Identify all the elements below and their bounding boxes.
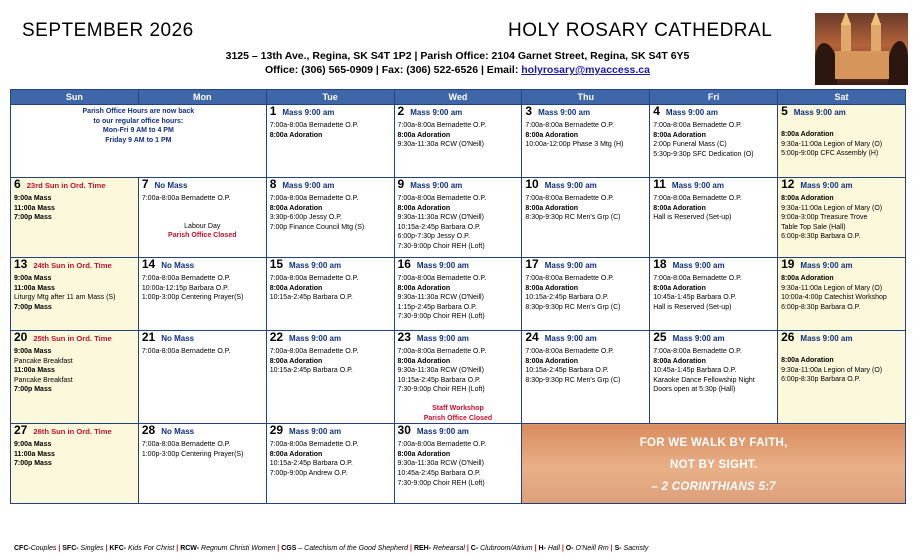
day-number: 17 [525,257,539,271]
scripture-line: FOR WE WALK BY FAITH, [639,437,788,450]
day-cell[interactable] [11,331,139,424]
event-line: 8:00a Adoration [397,131,451,139]
notice-line: to our regular office hours: [93,117,184,125]
event-line: 10:45a-1:45p Barbara O.P. [653,367,737,375]
day-number: 7 [141,177,149,191]
event-line: 7:00a-8:00a Bernadette O.P. [141,441,231,449]
event-line: 7:00a-8:00a Bernadette O.P. [269,275,359,282]
day-cell[interactable] [778,258,906,331]
day-header [525,177,646,192]
scripture-text [525,426,902,498]
day-cell[interactable] [266,105,394,178]
day-header [14,177,135,192]
day-header [269,257,391,272]
event-line: 7:00p Mass [14,214,52,222]
event-line: 6:00p-7:30p Jessy O.P. [397,233,470,241]
legend-desc: Couples [30,545,57,552]
week-row [11,424,906,504]
legend-desc: O'Neill Rm [573,545,609,552]
event-line [781,347,902,356]
mass-time: Mass 9:00 am [416,334,469,343]
sunday-title: 25th Sun in Ord. Time [33,334,112,343]
day-cell[interactable] [266,178,394,258]
day-number: 30 [397,423,411,438]
sunday-title: 24th Sun in Ord. Time [33,261,112,270]
day-number: 12 [781,177,795,191]
mass-time: Mass 9:00 am [538,108,591,117]
event-line: 9:00a Mass [14,275,52,282]
month-title: SEPTEMBER 2026 [22,20,194,41]
mass-time: Mass 9:00 am [289,334,342,343]
day-number: 26 [781,330,795,344]
event-line: Staff Workshop [432,404,484,412]
day-header [397,423,519,438]
event-line: 7:00a-8:00a Bernadette O.P. [397,195,487,202]
day-header [14,257,135,272]
day-header [653,330,774,345]
day-cell[interactable] [522,258,650,331]
day-header [525,104,646,119]
event-line: Doors open at 5:30p (Hall) [653,386,736,394]
event-line: Parish Office Closed [423,414,493,422]
event-line: 8:00a Adoration [269,131,323,139]
event-line: 7:00a-8:00a Bernadette O.P. [269,195,359,202]
event-line: 7:30-9:00p Choir REH (Loft) [397,242,485,250]
scripture-banner [522,424,906,504]
event-line: 2:00p Funeral Mass (C) [653,141,727,149]
day-number: 19 [781,257,795,271]
event-line: 7:00a-8:00a Bernadette O.P. [525,275,614,282]
mass-time: Mass 9:00 am [416,427,469,437]
event-line: 8:00a Adoration [653,131,706,139]
event-line: 7:00a-8:00a Bernadette O.P. [653,348,742,355]
mass-time: Mass 9:00 am [282,108,335,117]
mass-time: Mass 9:00 am [672,261,725,270]
event-line: 1:00p-3:00p Centering Prayer(S) [141,294,244,302]
event-line: 5:30p-9:30p SFC Dedication (O) [653,150,754,158]
event-line: 8:00a Adoration [269,284,323,292]
mass-time: Mass 9:00 am [672,334,725,343]
day-number: 3 [525,104,533,118]
event-line: 8:00a Adoration [653,357,706,365]
tree-shape [888,41,908,85]
event-line: 1:00p-3:00p Centering Prayer(S) [141,450,244,458]
legend-separator: | [464,545,471,552]
event-line: 10:15a-2:45p Barbara O.P. [525,367,609,375]
event-line: 8:00a Adoration [397,204,451,212]
event-line: 8:00a Adoration [653,284,706,292]
event-line: 8:00a Adoration [269,357,323,365]
event-line [142,213,263,222]
legend-abbr: SFC- [62,545,79,552]
day-header [781,257,902,272]
event-line: 9:00a-3:00p Treasure Trove [781,214,868,222]
day-cell[interactable] [522,105,650,178]
event-line: 10:45a-1:45p Barbara O.P. [653,294,737,302]
weekday-header: Fri [650,90,778,105]
event-line: 8:00a Adoration [397,357,451,365]
event-line [781,121,902,130]
event-line: 7:00a-8:00a Bernadette O.P. [397,441,487,449]
day-header [525,330,646,345]
day-number: 16 [397,257,411,271]
day-cell[interactable] [138,178,266,258]
legend-separator: | [608,545,615,552]
day-header [653,177,774,192]
day-cell[interactable] [138,331,266,424]
legend-abbr: S- [614,545,622,552]
day-header [141,257,263,272]
event-line: 8:00a Adoration [781,275,834,282]
sunday-title: 26th Sun in Ord. Time [33,427,112,437]
scripture-reference: – 2 CORINTHIANS 5:7 [651,481,776,494]
weekday-header-row [11,90,906,105]
day-cell[interactable] [522,331,650,424]
mass-time: Mass 9:00 am [800,261,853,270]
day-number: 14 [141,257,156,271]
event-line: 8:00a Adoration [397,284,451,292]
event-line: 9:30a-11:30a RCW (O'Neill) [397,460,484,468]
day-cell[interactable] [266,331,394,424]
day-cell[interactable] [138,258,266,331]
event-line: 7:00a-8:00a Bernadette O.P. [653,122,742,129]
mass-time: Mass 9:00 am [665,108,718,117]
day-number: 24 [525,330,539,344]
event-line: 8:00a Adoration [397,450,451,458]
day-header [269,330,391,345]
mass-time: Mass 9:00 am [800,181,853,190]
day-number: 8 [269,177,277,191]
day-cell[interactable] [650,105,778,178]
event-line: 8:30p-9:30p RC Men's Grp (C) [525,214,621,222]
day-header [269,104,391,119]
event-line: 8:00a Adoration [781,131,834,138]
legend-abbr: H- [538,545,546,552]
weekday-header: Wed [394,90,522,105]
contact-line [0,64,915,76]
parish-title: HOLY ROSARY CATHEDRAL [508,20,773,41]
day-cell[interactable] [650,178,778,258]
event-line: 11:00a Mass [14,450,55,458]
event-line: 9:30a-11:00a Legion of Mary (O) [781,284,883,292]
event-line: 9:30a-11:30a RCW (O'Neill) [397,141,484,149]
day-number: 29 [269,423,284,438]
legend-desc: Sacristy [621,545,649,552]
event-line: 8:00a Adoration [269,204,323,212]
day-number: 22 [269,330,284,344]
weekday-header: Sat [778,90,906,105]
event-line: 10:15a-2:45p Barbara O.P. [397,223,481,231]
mass-time: No Mass [161,427,195,437]
day-header [397,330,519,345]
day-header [781,330,902,345]
day-header [141,423,263,438]
event-line: 10:00a-4:00p Catechist Workshop [781,294,887,302]
day-number: 27 [14,423,28,438]
event-line: 1:15p-2:45p Barbara O.P. [397,303,477,311]
event-line: 11:00a Mass [14,367,55,375]
day-header [14,330,135,345]
mass-time: Mass 9:00 am [544,334,597,343]
day-number: 13 [14,257,28,271]
day-number: 10 [525,177,539,191]
event-line: 9:00a Mass [14,348,52,355]
day-number: 15 [269,257,284,271]
day-cell[interactable] [778,331,906,424]
day-header [653,104,774,119]
cathedral-spire [871,13,881,25]
day-header [269,177,391,192]
legend [14,545,648,552]
event-line: 9:30a-11:00a Legion of Mary (O) [781,140,883,148]
notice-line: Parish Office Hours are now back [82,108,195,115]
weekday-header: Sun [11,90,139,105]
phone-fax-text: Office: (306) 565-0909 | Fax: (306) 522-6526 | Email: [264,64,522,76]
event-line [398,395,519,404]
day-number: 25 [653,330,667,344]
event-line: 9:30a-11:00a Legion of Mary (O) [781,366,883,374]
event-line: 7:30-9:00p Choir REH (Loft) [397,313,485,321]
event-line: 7:00a-8:00a Bernadette O.P. [525,122,614,129]
day-cell[interactable] [394,178,522,258]
mass-time: Mass 9:00 am [410,181,463,190]
legend-abbr: O- [565,545,574,552]
day-cell[interactable] [394,331,522,424]
day-number: 28 [141,423,156,438]
mass-time: Mass 9:00 am [544,181,597,190]
legend-abbr: C- [470,545,479,552]
day-header [269,423,391,438]
week-row [11,258,906,331]
event-line: 10:15a-2:45p Barbara O.P. [269,367,353,375]
event-line: 7:00a-8:00a Bernadette O.P. [397,275,487,282]
day-cell[interactable] [11,258,139,331]
event-line: 10:15a-2:45p Barbara O.P. [269,460,353,468]
legend-abbr: KFC- [109,545,127,552]
day-number: 11 [653,177,666,191]
day-number: 4 [653,104,660,118]
event-line: Hall is Reserved (Set-up) [653,303,732,311]
event-line: 7:30-9:00p Choir REH (Loft) [397,479,485,487]
legend-separator: | [559,545,566,552]
event-line: 8:00a Adoration [525,357,579,365]
event-line: Liturgy Mtg after 11 am Mass (S) [14,294,116,302]
day-header [141,330,263,345]
day-cell[interactable] [394,424,522,504]
event-line: 10:15a-2:45p Barbara O.P. [269,294,353,302]
day-cell[interactable] [266,258,394,331]
address-line: 3125 – 13th Ave., Regina, SK S4T 1P2 | Parish Office: 2104 Garnet Street, Regina, SK S4T 6Y5 [225,50,690,62]
day-number: 1 [269,104,277,118]
event-line: 7:00a-8:00a Bernadette O.P. [141,348,231,355]
event-line: 8:00a Adoration [269,450,323,458]
day-cell[interactable] [650,258,778,331]
mass-time: Mass 9:00 am [671,181,724,190]
event-line: 10:00a-12:00p Phase 3 Mtg (H) [525,141,624,149]
mass-time: No Mass [161,334,195,343]
event-line: 8:00a Adoration [781,357,834,364]
event-line: Karaoke Dance Fellowship Night [653,376,755,384]
event-line: 7:00a-8:00a Bernadette O.P. [397,348,487,355]
week-row [11,105,906,178]
day-header [781,104,902,119]
legend-desc: Regnum Christi Women [199,545,276,552]
day-header [653,257,774,272]
legend-abbr: CFC- [14,545,31,552]
event-line: 5:00p-9:00p CFC Assembly (H) [781,150,879,158]
calendar-grid [10,89,906,504]
sunday-title: 23rd Sun in Ord. Time [26,181,106,190]
day-number: 6 [14,177,21,191]
event-line: 9:30a-11:30a RCW (O'Neill) [397,294,484,302]
event-line: 7:00a-8:00a Bernadette O.P. [141,195,231,202]
event-line: 8:00a Adoration [525,284,579,292]
event-line: Parish Office Closed [168,232,237,240]
mass-time: No Mass [161,261,195,270]
event-line: 7:00a-8:00a Bernadette O.P. [653,275,742,282]
event-line: 6:00p-8:30p Barbara O.P. [781,303,861,311]
day-cell[interactable] [11,424,139,504]
week-row [11,331,906,424]
event-line: Pancake Breakfast [14,376,73,384]
event-line: 9:00a Mass [14,195,52,202]
event-line: 9:30a-11:30a RCW (O'Neill) [397,214,484,222]
legend-desc: Rehearsal [431,545,465,552]
legend-abbr: CGS [281,545,297,552]
event-line: 10:15a-2:45p Barbara O.P. [525,294,609,302]
event-line: Pancake Breakfast [14,357,73,365]
event-line: 7:00p Mass [14,303,52,311]
day-number: 5 [781,104,788,118]
day-number: 9 [397,177,405,191]
legend-separator: | [103,545,110,552]
event-line: 7:00a-8:00a Bernadette O.P. [269,441,359,449]
event-line: 8:00a Adoration [781,195,834,202]
legend-separator: | [275,545,282,552]
event-line: 7:00p Finance Council Mtg (S) [269,223,365,231]
legend-desc: Singles [78,545,104,552]
event-line: 8:00a Adoration [525,204,579,212]
day-number: 23 [397,330,411,344]
mass-time: Mass 9:00 am [282,181,335,190]
day-number: 20 [14,330,28,344]
event-line: 11:00a Mass [14,204,55,212]
legend-separator: | [408,545,414,552]
event-line: 7:00a-8:00a Bernadette O.P. [269,122,359,129]
event-line: 10:15a-2:45p Barbara O.P. [397,376,481,384]
day-cell[interactable] [650,331,778,424]
event-line: 8:00a Adoration [525,131,579,139]
event-line: 9:00a Mass [14,441,52,449]
day-cell[interactable] [394,258,522,331]
day-header [397,177,519,192]
day-cell[interactable] [11,178,139,258]
day-number: 18 [653,257,667,271]
day-header [397,104,519,119]
mass-time: Mass 9:00 am [416,261,469,270]
week-row [11,178,906,258]
day-number: 21 [141,330,156,344]
office-hours-notice [11,105,267,178]
event-line: 7:00a-8:00a Bernadette O.P. [653,195,742,202]
mass-time: Mass 9:00 am [410,108,463,117]
day-cell[interactable] [266,424,394,504]
event-line: 9:30a-11:00a Legion of Mary (O) [781,204,883,212]
legend-desc: Kids For Christ [126,545,175,552]
event-line [142,204,263,213]
day-number: 2 [397,104,405,118]
mass-time: Mass 9:00 am [793,108,846,117]
legend-separator: | [174,545,181,552]
event-line: 7:30-9:00p Choir REH (Loft) [397,386,485,394]
day-header [525,257,646,272]
weekday-header: Mon [138,90,266,105]
event-line: 7:00a-8:00a Bernadette O.P. [525,348,614,355]
event-line: Hall is Reserved (Set-up) [653,214,732,222]
day-cell[interactable] [778,105,906,178]
weekday-header: Tue [266,90,394,105]
mass-time: No Mass [154,181,188,190]
day-header [14,423,135,438]
event-line: 7:00a-8:00a Bernadette O.P. [141,275,231,282]
event-line: 7:00p Mass [14,460,52,468]
event-line: 6:00p-8:30p Barbara O.P. [781,233,861,241]
email-link[interactable]: holyrosary@myaccess.ca [521,64,650,76]
day-cell[interactable] [394,105,522,178]
legend-abbr: REH- [413,545,432,552]
event-line: Table Top Sale (Hall) [781,223,846,231]
mass-time: Mass 9:00 am [544,261,597,270]
event-line: 7:00a-8:00a Bernadette O.P. [525,195,614,202]
day-cell[interactable] [138,424,266,504]
mass-time: Mass 9:00 am [289,427,342,437]
event-line: 11:00a Mass [14,284,55,292]
mass-time: Mass 9:00 am [289,261,342,270]
event-line: 7:00p-9:00p Andrew O.P. [269,469,348,477]
event-line: 9:30a-11:30a RCW (O'Neill) [397,367,484,375]
day-header [397,257,519,272]
event-line: 3:30p-6:00p Jessy O.P. [269,214,342,222]
legend-desc: Clubroom/Atrium [478,545,533,552]
event-line: Labour Day [184,222,221,230]
event-line: 10:00a-12:15p Barbara O.P. [141,284,229,292]
day-cell[interactable] [522,178,650,258]
event-line: 7:00p Mass [14,386,52,394]
event-line: 7:00a-8:00a Bernadette O.P. [269,348,359,355]
mass-time: Mass 9:00 am [800,334,853,343]
legend-separator: | [532,545,539,552]
weekday-header: Thu [522,90,650,105]
legend-abbr: RCW- [180,545,200,552]
notice-line: Friday 9 AM to 1 PM [105,136,172,144]
day-cell[interactable] [778,178,906,258]
scripture-line: NOT BY SIGHT. [669,459,758,472]
notice-line: Mon-Fri 9 AM to 4 PM [102,127,174,135]
event-line: 8:30p-9:30p RC Men's Grp (C) [525,303,621,311]
event-line: 10:45a-2:45p Barbara O.P. [397,469,481,477]
cathedral-spire [841,13,851,25]
event-line: 6:00p-8:30p Barbara O.P. [781,376,861,384]
legend-desc: Hall [545,545,560,552]
event-line: 8:30p-9:30p RC Men's Grp (C) [525,376,621,384]
day-header [141,177,263,192]
event-line: 8:00a Adoration [653,204,706,212]
day-header [781,177,902,192]
legend-separator: | [56,545,63,552]
legend-desc: – Catechism of the Good Shepherd [296,545,409,552]
event-line: 7:00a-8:00a Bernadette O.P. [397,122,487,129]
